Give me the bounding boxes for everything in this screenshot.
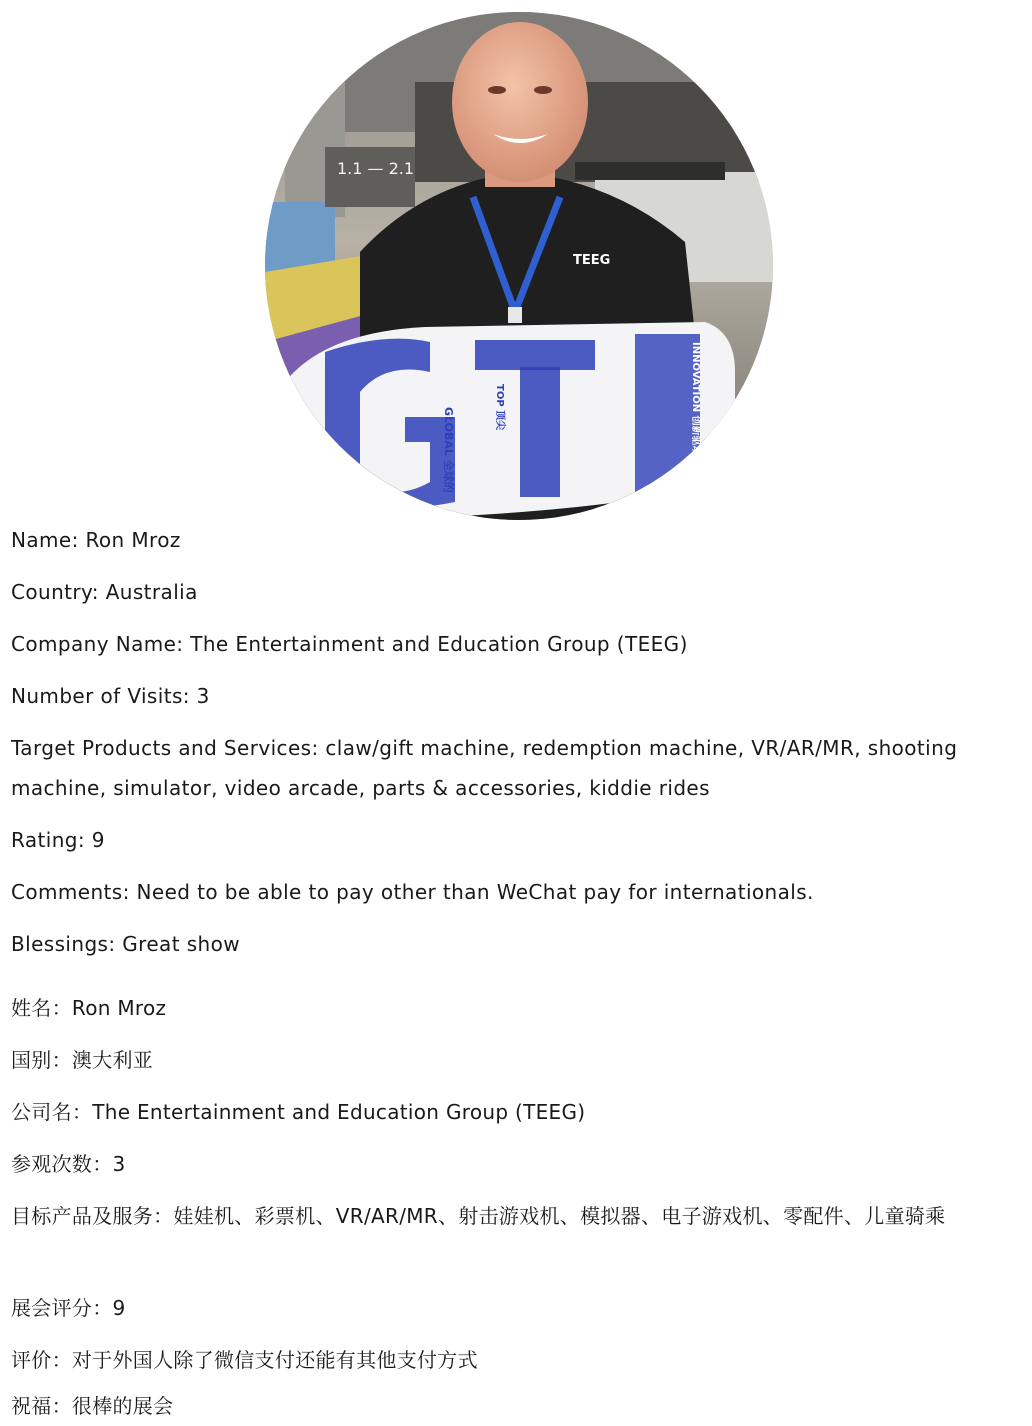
en-company: Company Name: The Entertainment and Education Group (TEEG)	[11, 632, 688, 656]
hall-sign-text: 1.1 — 2.1	[337, 159, 415, 178]
en-country: Country: Australia	[11, 580, 198, 604]
cn-blessings: 祝福：很棒的展会	[11, 1394, 174, 1418]
cn-targets: 目标产品及服务：娃娃机、彩票机、VR/AR/MR、射击游戏机、模拟器、电子游戏机、零配件、儿童骑乘	[11, 1204, 946, 1228]
profile-photo	[265, 12, 773, 520]
profile-photo-illustration	[265, 12, 773, 520]
en-comments: Comments: Need to be able to pay other than WeChat pay for internationals.	[11, 880, 814, 904]
cn-comments: 评价：对于外国人除了微信支付还能有其他支付方式	[11, 1348, 478, 1372]
en-targets: Target Products and Services: claw/gift machine, redemption machine, VR/AR/MR, shooting machine, simulator, video arcade, parts & accessories, kiddie rides	[11, 736, 958, 800]
board-text-global: GLOBAL 全球的	[442, 407, 455, 493]
en-rating: Rating: 9	[11, 828, 105, 852]
en-blessings: Blessings: Great show	[11, 932, 240, 956]
cn-rating: 展会评分：9	[11, 1296, 126, 1320]
cn-visits: 参观次数：3	[11, 1152, 126, 1176]
cn-country: 国别：澳大利亚	[11, 1048, 154, 1072]
cn-name: 姓名：Ron Mroz	[11, 996, 167, 1020]
board-text-innovation: INNOVATION 创新驱动	[690, 342, 701, 456]
shirt-logo-text: TEEG	[573, 253, 611, 268]
en-name: Name: Ron Mroz	[11, 528, 181, 552]
cn-company: 公司名：The Entertainment and Education Group (TEEG)	[11, 1100, 586, 1124]
board-text-top: TOP 顶尖	[494, 384, 505, 431]
en-visits: Number of Visits: 3	[11, 684, 210, 708]
